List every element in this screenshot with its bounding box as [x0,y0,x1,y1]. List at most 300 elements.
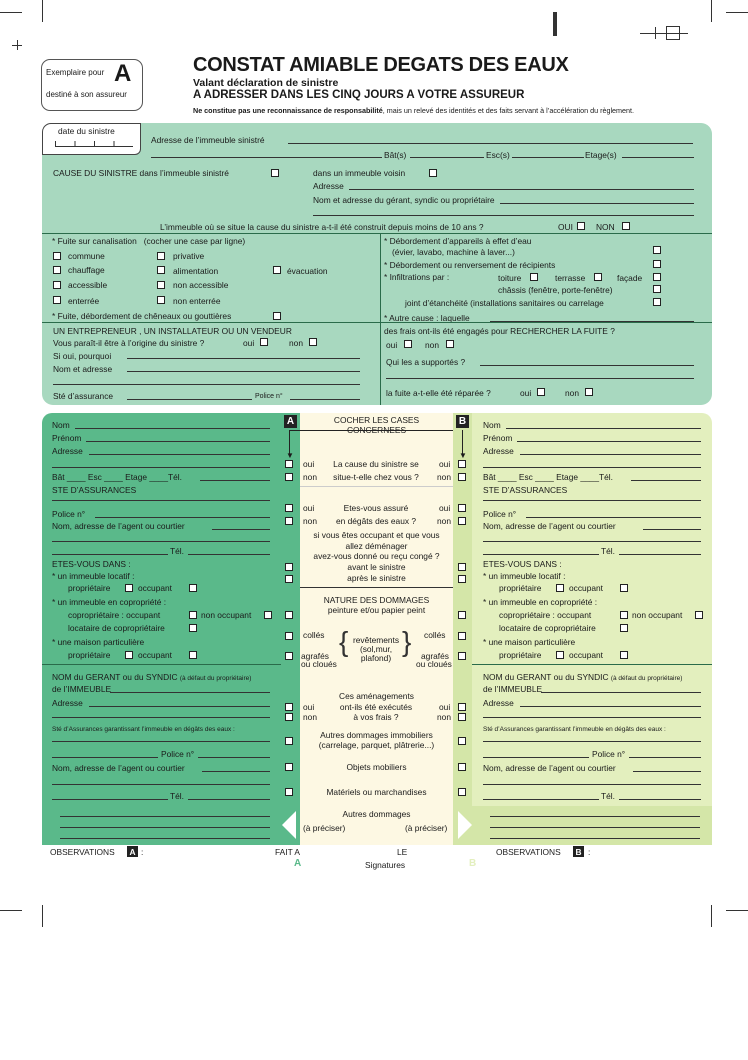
reparee-non-label: non [565,388,579,398]
a-copro-occ: copropriétaire : occupant [68,610,161,620]
accessible-label: accessible [68,280,108,290]
a-loc-occupant: occupant [138,583,172,593]
b-agent-field-2[interactable] [483,541,701,542]
le-label: LE [397,847,408,857]
police-label: Police n° [255,393,283,400]
chassis-checkbox[interactable] [653,285,661,293]
divider [42,322,712,323]
b-locataire-copro-checkbox[interactable] [620,624,628,632]
a-adresse-field[interactable] [89,454,270,455]
q1-oui: oui [303,459,315,469]
b-tel3-field[interactable] [483,799,599,800]
crop-mark [711,905,712,927]
cocher-arrow-line [290,430,453,431]
chauffage-checkbox[interactable] [53,266,61,274]
b-tel-field[interactable] [631,480,701,481]
a-q3-avant-checkbox[interactable] [285,563,293,571]
arrow-right-icon [458,811,472,839]
arrow-left-icon [282,811,296,839]
a-agent2-field-2[interactable] [52,784,270,785]
observations-a-colon: : [141,847,144,857]
b-tel2-field[interactable] [483,554,599,555]
esc-field[interactable] [512,157,584,158]
a-gerant-field[interactable] [110,692,270,693]
q1-line1: La cause du sinistre se [333,459,419,469]
b-tel2-field-2[interactable] [619,554,701,555]
origine-oui-label: oui [243,338,255,348]
a-tel2-field[interactable] [52,554,168,555]
signature-b-label: B [469,858,477,869]
q1-line2: situe-t-elle chez vous ? [333,472,419,482]
immob-line2: (carrelage, parquet, plâtrerie...) [318,740,435,750]
a-gerant-adresse: Adresse [52,698,83,708]
b-materiels-checkbox[interactable] [458,788,466,796]
evacuation-checkbox[interactable] [273,266,281,274]
non-enterree-checkbox[interactable] [157,296,165,304]
b-notes-line-1[interactable] [490,816,700,817]
nom-adresse-field-2[interactable] [53,384,360,385]
frais-question: des frais ont-ils été engagés pour RECHERCHER LA FUITE ? [384,326,615,336]
b-amenag-non-checkbox[interactable] [458,713,466,721]
a-notes-line-2[interactable] [60,827,270,828]
colles-a: collés [303,630,325,640]
ste-assurance-label: Sté d’assurance [53,391,114,401]
non-accessible-label: non accessible [173,280,229,290]
registration-mark [640,33,688,34]
a-peinture-checkbox[interactable] [285,611,293,619]
bat-field[interactable] [410,157,484,158]
incident-section [42,123,712,405]
a-amenag-oui-checkbox[interactable] [285,703,293,711]
evacuation-label: évacuation [287,266,328,276]
amenag-oui: oui [303,702,315,712]
a-q3-apres-checkbox[interactable] [285,575,293,583]
b-prenom-label: Prénom [483,433,513,443]
b-q3-apres-checkbox[interactable] [458,575,466,583]
nom-adresse-field[interactable] [127,371,360,372]
b-peinture-checkbox[interactable] [458,611,466,619]
voisin-address-field[interactable] [349,189,694,190]
party-b-checkbox-strip [453,413,472,806]
a-ste-label: STE D’ASSURANCES [52,485,137,495]
crop-mark [711,0,712,22]
privative-checkbox[interactable] [157,252,165,260]
a-tel3-label: Tél. [170,791,184,801]
reparee-question: la fuite a-t-elle été réparée ? [386,388,491,398]
signature-a-label: A [294,858,302,869]
a-notes-line-1[interactable] [60,816,270,817]
q3-line4: avant le sinistre [347,562,406,572]
b-maison-occupant-checkbox[interactable] [620,651,628,659]
a-nom-field[interactable] [75,428,270,429]
a-non-occ-checkbox[interactable] [264,611,272,619]
a-etes-vous: ETES-VOUS DANS : [52,559,131,569]
enterree-label: enterrée [68,296,100,306]
gerant-label: Nom et adresse du gérant, syndic ou propriétaire [313,195,495,205]
a-ste-garantissant: Sté d’Assurances garantissant l’immeuble en dégâts des eaux : [52,726,235,733]
a-ste-garantissant-field[interactable] [52,741,270,742]
construit-question: L’immeuble où se situe la cause du sinistre a-t-il été construit depuis moins de 10 ans ? [160,222,484,232]
a-tel3-field-2[interactable] [188,799,270,800]
label-a: A [286,416,295,427]
a-locataire-copro: locataire de copropriétaire [68,623,165,633]
a-materiels-checkbox[interactable] [285,788,293,796]
b-notes-line-3[interactable] [490,838,700,839]
mobiliers-label: Objets mobiliers [346,762,407,772]
police-field[interactable] [290,399,360,400]
a-tel-field[interactable] [200,480,270,481]
b-agent2-field[interactable] [633,771,701,772]
commune-checkbox[interactable] [53,252,61,260]
b-maison-proprio-checkbox[interactable] [556,651,564,659]
a-q2-non-checkbox[interactable] [285,517,293,525]
divider [472,664,712,665]
si-oui-field[interactable] [127,358,360,359]
q3-line3: avez-vous donné ou reçu congé ? [313,551,440,561]
q3-line2: allez déménager [345,541,408,551]
chassis-label: châssis (fenêtre, porte-fenêtre) [498,285,613,295]
a-agent-field-2[interactable] [52,541,270,542]
b-gerant-adresse-field[interactable] [520,706,701,707]
cocher-line2: CONCERNEES [346,425,407,435]
b-q1-non-checkbox[interactable] [458,473,466,481]
b-ste-label: STE D’ASSURANCES [483,485,568,495]
b-copro-occ: copropriétaire : occupant [499,610,592,620]
b-copro: * un immeuble en copropriété : [483,597,598,607]
q1-non-b: non [437,472,451,482]
supportes-label: Qui les a supportés ? [386,357,466,367]
revet-line1: revêtements [352,635,400,645]
a-amenag-non-checkbox[interactable] [285,713,293,721]
q1-oui-b: oui [439,459,451,469]
debord1-label: * Débordement d’appareils à effet d’eau [384,236,532,246]
cheneaux-checkbox[interactable] [273,312,281,320]
b-etes-vous: ETES-VOUS DANS : [483,559,562,569]
frais-non-checkbox[interactable] [446,340,454,348]
reparee-non-checkbox[interactable] [585,388,593,396]
autre-label: * Autre cause : laquelle [384,313,470,323]
commune-label: commune [68,251,105,261]
facade-label: façade [617,273,643,283]
joint-checkbox[interactable] [653,298,661,306]
b-ste-field[interactable] [483,500,701,501]
observations-b-colon: : [588,847,591,857]
a-q1-oui-checkbox[interactable] [285,460,293,468]
amenag-line2: ont-ils été exécutés [339,702,413,712]
a-gerant-adresse-field[interactable] [89,706,270,707]
a-prenom-label: Prénom [52,433,82,443]
debord1-sub: (évier, lavabo, machine à laver...) [392,247,515,257]
entrepreneur-title: UN ENTREPRENEUR , UN INSTALLATEUR OU UN VENDEUR [53,326,292,336]
b-maison-occupant: occupant [569,650,603,660]
a-police-field[interactable] [95,517,270,518]
observations-a-letter: A [129,847,136,857]
colles-b: collés [424,630,446,640]
b-prenom-field[interactable] [517,441,701,442]
subtitle-2: A ADRESSER DANS LES CINQ JOURS A VOTRE ASSUREUR [193,89,525,101]
etage-label: Etage(s) [585,150,617,160]
q3-line5: après le sinistre [347,573,406,583]
a-copro-occ-checkbox[interactable] [189,611,197,619]
b-tel2-label: Tél. [601,546,615,556]
fuite-title: * Fuite sur canalisation (cocher une case par ligne) [52,236,246,246]
facade-checkbox[interactable] [653,273,661,281]
b-ste-garantissant-field[interactable] [483,741,701,742]
enterree-checkbox[interactable] [53,296,61,304]
b-police-label: Police n° [483,509,517,519]
b-gerant-adresse: Adresse [483,698,514,708]
a-ste-field[interactable] [52,500,270,501]
agrafes-a2: ou cloués [301,659,337,669]
a-mobiliers-checkbox[interactable] [285,763,293,771]
a-notes-line-3[interactable] [60,838,270,839]
preciser-a: (à préciser) [303,823,346,833]
a-gerant-adresse-field-2[interactable] [52,717,270,718]
party-b-notes [453,806,712,845]
disclaimer: Ne constitue pas une reconnaissance de responsabilité, mais un relevé des identités et des faits servant à l’accélération du règlement. [193,106,635,115]
observations-b-letter: B [575,847,582,857]
brace-left: { [339,626,349,657]
q1-non: non [303,472,317,482]
b-nom-field[interactable] [506,428,701,429]
origine-question: Vous paraît-il être à l’origine du sinistre ? [53,338,205,348]
agrafes-a1: agrafés [301,651,329,661]
a-maison-proprio-checkbox[interactable] [125,651,133,659]
q2-oui: oui [303,503,315,513]
q2-oui-b: oui [439,503,451,513]
non-accessible-checkbox[interactable] [157,281,165,289]
address-field[interactable] [288,143,693,144]
a-loc-proprio: propriétaire [68,583,111,593]
b-loc-occupant-checkbox[interactable] [620,584,628,592]
form-title: CONSTAT AMIABLE DEGATS DES EAUX [193,54,569,76]
a-nom-label: Nom [52,420,70,430]
joint-label: joint d’étanchéité (installations sanitaires ou carrelage [405,298,604,308]
accessible-checkbox[interactable] [53,281,61,289]
b-ste-garantissant: Sté d’Assurances garantissant l’immeuble en dégâts des eaux : [483,726,666,733]
copy-line2: destiné à son assureur [46,90,127,99]
divider [300,486,453,487]
brace-right: } [402,626,412,657]
b-q1-oui-checkbox[interactable] [458,460,466,468]
a-locataire-copro-checkbox[interactable] [189,624,197,632]
toiture-label: toiture [498,273,522,283]
q2-line2: en dégâts des eaux ? [335,516,417,526]
cause-here-checkbox[interactable] [271,169,279,177]
crop-mark [726,12,748,13]
a-loc-proprio-checkbox[interactable] [125,584,133,592]
non-enterree-label: non enterrée [173,296,221,306]
crop-mark [42,905,43,927]
date-ticks [55,141,133,147]
arrow-b-head: ▼ [459,451,467,460]
arrow-a-head: ▼ [286,451,294,460]
construit-oui-checkbox[interactable] [577,222,585,230]
b-loc-proprio-checkbox[interactable] [556,584,564,592]
divider [42,233,712,234]
alimentation-checkbox[interactable] [157,266,165,274]
b-police2-field[interactable] [483,757,589,758]
origine-non-checkbox[interactable] [309,338,317,346]
b-immob-checkbox[interactable] [458,737,466,745]
agrafes-b1: agrafés [421,651,449,661]
b-gerant-line2: de l’IMMEUBLE [483,684,543,694]
a-bat-line: Bât ____ Esc ____ Etage ____Tél. [52,472,182,482]
a-agrafes-checkbox[interactable] [285,652,293,660]
supportes-field-2[interactable] [386,378,694,379]
frais-non-label: non [425,340,439,350]
b-copro-occ-checkbox[interactable] [620,611,628,619]
cheneaux-label: * Fuite, débordement de chêneaux ou gouttières [52,311,232,321]
voisin-address-label: Adresse [313,181,344,191]
b-tel3-label: Tél. [601,791,615,801]
a-tel2-field-2[interactable] [188,554,270,555]
b-police2-label: Police n° [592,749,626,759]
b-notes-line-2[interactable] [490,827,700,828]
ste-assurance-field[interactable] [127,399,252,400]
construit-non-checkbox[interactable] [622,222,630,230]
revet-line2: (sol,mur, [359,644,393,654]
a-immob-checkbox[interactable] [285,737,293,745]
b-non-occ: non occupant [632,610,683,620]
a-colles-checkbox[interactable] [285,632,293,640]
origine-oui-checkbox[interactable] [260,338,268,346]
b-adresse-field[interactable] [520,454,701,455]
a-maison-occupant-checkbox[interactable] [189,651,197,659]
debord1-checkbox[interactable] [653,246,661,254]
preciser-b: (à préciser) [405,823,448,833]
b-agent-label: Nom, adresse de l’agent ou courtier [483,521,616,531]
copy-line1: Exemplaire pour [46,68,105,77]
crop-mark [726,910,748,911]
voisin-checkbox[interactable] [429,169,437,177]
q3-line1: si vous êtes occupant et que vous [313,530,440,540]
a-police2-field[interactable] [52,757,158,758]
debord2-label: * Débordement ou renversement de récipients [384,260,556,270]
a-maison: * une maison particulière [52,637,145,647]
a-police2-label: Police n° [161,749,195,759]
b-maison: * une maison particulière [483,637,576,647]
a-q1-non-checkbox[interactable] [285,473,293,481]
b-q3-avant-checkbox[interactable] [458,563,466,571]
copy-letter: A [114,60,132,87]
gerant-field-2[interactable] [313,215,694,216]
subtitle-1: Valant déclaration de sinistre [193,77,339,89]
b-non-occ-checkbox[interactable] [695,611,703,619]
date-label: date du sinistre [58,126,115,136]
b-nom-label: Nom [483,420,501,430]
revet-line3: plafond) [360,653,392,663]
address-field-2[interactable] [151,157,382,158]
reparee-oui-label: oui [520,388,532,398]
q2-non: non [303,516,317,526]
cocher-line1: COCHER LES CASES [333,415,420,425]
crop-mark [42,0,43,22]
b-adresse-field-2[interactable] [483,467,701,468]
etage-field[interactable] [622,157,694,158]
b-mobiliers-checkbox[interactable] [458,763,466,771]
nom-adresse-label: Nom et adresse [53,364,113,374]
a-adresse-field-2[interactable] [52,467,270,468]
a-prenom-field[interactable] [86,441,270,442]
cause-label: CAUSE DU SINISTRE dans l’immeuble sinistré [53,168,229,178]
b-loc-proprio: propriétaire [499,583,542,593]
b-police-field[interactable] [526,517,701,518]
chauffage-label: chauffage [68,265,105,275]
divider [380,233,381,405]
b-tel3-field-2[interactable] [619,799,701,800]
supportes-field[interactable] [480,365,694,366]
crop-mark [17,40,18,50]
amenag-line1: Ces aménagements [339,691,414,701]
autres-label: Autres dommages [342,809,411,819]
privative-label: privative [173,251,205,261]
crop-mark [0,910,22,911]
address-label: Adresse de l’immeuble sinistré [151,135,265,145]
b-colles-checkbox[interactable] [458,632,466,640]
amenag-non-b: non [437,712,451,722]
alimentation-label: alimentation [173,266,219,276]
a-maison-occupant: occupant [138,650,172,660]
q2-non-b: non [437,516,451,526]
a-non-occ: non occupant [201,610,252,620]
b-q2-oui-checkbox[interactable] [458,504,466,512]
a-tel2-label: Tél. [170,546,184,556]
party-a-checkbox-strip [281,413,300,806]
si-oui-label: Si oui, pourquoi [53,351,112,361]
terrasse-checkbox[interactable] [594,273,602,281]
a-agent-label: Nom, adresse de l’agent ou courtier [52,521,185,531]
a-q2-oui-checkbox[interactable] [285,504,293,512]
nature-title: NATURE DES DOMMAGES [323,595,430,605]
a-gerant-title: NOM du GERANT ou du SYNDIC (à défaut du propriétaire) [52,672,252,682]
b-agent2-field-2[interactable] [483,784,701,785]
construit-oui-label: OUI [558,222,573,232]
a-agent2-label: Nom, adresse de l’agent ou courtier [52,763,185,773]
frais-oui-checkbox[interactable] [404,340,412,348]
frais-oui-label: oui [386,340,398,350]
b-agrafes-checkbox[interactable] [458,652,466,660]
b-gerant-title: NOM du GERANT ou du SYNDIC (à défaut du propriétaire) [483,672,683,682]
immob-line1: Autres dommages immobiliers [320,730,433,740]
a-tel3-field[interactable] [52,799,168,800]
reparee-oui-checkbox[interactable] [537,388,545,396]
debord2-checkbox[interactable] [653,260,661,268]
b-gerant-adresse-field-2[interactable] [483,717,701,718]
b-q2-non-checkbox[interactable] [458,517,466,525]
signatures-label: Signatures [365,860,406,870]
b-agent-field[interactable] [643,529,701,530]
a-police2-field-2[interactable] [198,757,270,758]
origine-non-label: non [289,338,303,348]
construit-non-label: NON [596,222,615,232]
b-amenag-oui-checkbox[interactable] [458,703,466,711]
nature-sub: peinture et/ou papier peint [327,605,426,615]
a-agent2-field[interactable] [202,771,270,772]
a-locatif: * un immeuble locatif : [52,571,135,581]
b-gerant-field[interactable] [541,692,701,693]
b-agent2-label: Nom, adresse de l’agent ou courtier [483,763,616,773]
b-police2-field-2[interactable] [629,757,701,758]
crop-mark [0,12,22,13]
bat-label: Bât(s) [384,150,407,160]
a-loc-occupant-checkbox[interactable] [189,584,197,592]
a-police-label: Police n° [52,509,86,519]
a-agent-field[interactable] [212,529,270,530]
toiture-checkbox[interactable] [530,273,538,281]
observations-b-label: OBSERVATIONS [496,847,561,857]
gerant-field[interactable] [500,203,694,204]
